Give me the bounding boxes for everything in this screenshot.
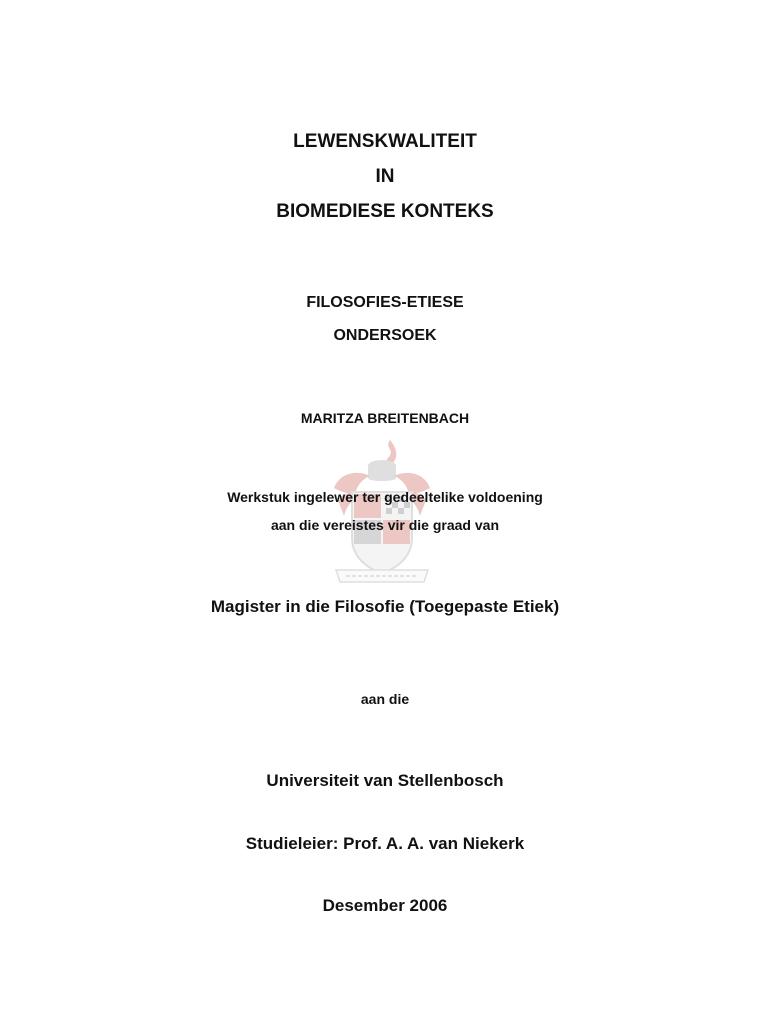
university-crest-watermark-icon [330, 436, 434, 588]
thesis-title-line-2: IN [375, 166, 395, 187]
thesis-subtitle-line-1: FILOSOFIES-ETIESE [306, 294, 464, 311]
thesis-title-line-1: LEWENSKWALITEIT [293, 131, 477, 152]
submission-statement-line-2: aan die vereistes vir die graad van [270, 517, 499, 533]
crest-check [386, 508, 392, 514]
thesis-title-line-3: BIOMEDIESE KONTEKS [276, 201, 494, 222]
degree-name: Magister in die Filosofie (Toegepaste Etiek) [210, 597, 560, 616]
supervisor-line: Studieleier: Prof. A. A. van Niekerk [245, 834, 525, 853]
submission-date: Desember 2006 [322, 896, 448, 915]
author-name: MARITZA BREITENBACH [300, 410, 470, 426]
submission-statement-line-1: Werkstuk ingelewer ter gedeeltelike voldoening [227, 489, 543, 505]
crest-check [398, 508, 404, 514]
university-name: Universiteit van Stellenbosch [266, 771, 504, 790]
thesis-subtitle-line-2: ONDERSOEK [333, 327, 437, 344]
preposition-text: aan die [360, 691, 410, 707]
crest-helmet [368, 460, 396, 481]
